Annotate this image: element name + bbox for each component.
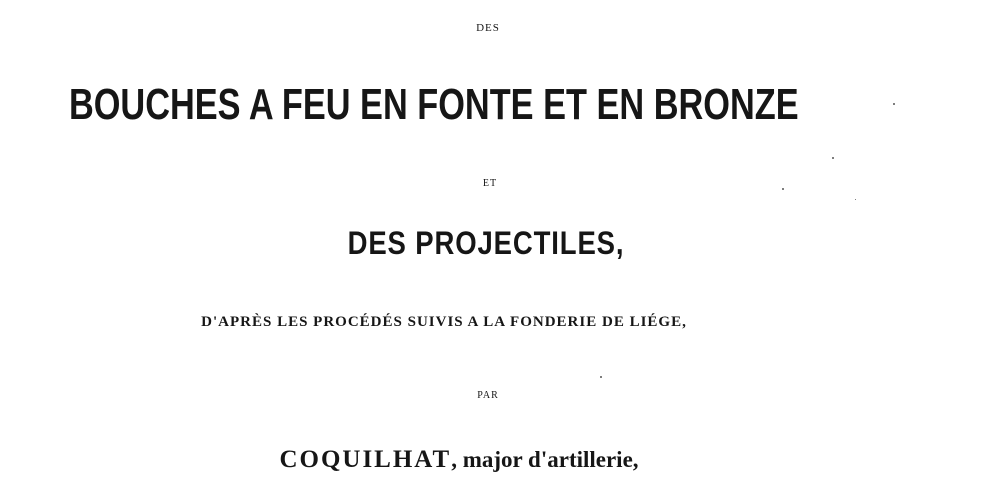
des-heading: DES	[476, 22, 500, 34]
author-title: , major d'artillerie,	[451, 447, 639, 472]
print-speck	[832, 157, 834, 159]
author-line	[0, 446, 959, 474]
print-speck	[855, 199, 856, 200]
print-speck	[782, 188, 784, 190]
et-connector: ET	[482, 178, 498, 189]
par-connector: PAR	[477, 390, 499, 401]
main-title: BOUCHES A FEU EN FONTE ET EN BRONZE	[68, 80, 799, 129]
subtitle: DES PROJECTILES,	[347, 225, 625, 261]
print-speck	[600, 376, 602, 378]
print-speck	[893, 103, 895, 105]
process-line: D'APRÈS LES PROCÉDÉS SUIVIS A LA FONDERIE DE LIÉGE,	[201, 314, 687, 330]
author-name: COQUILHAT	[279, 446, 452, 473]
